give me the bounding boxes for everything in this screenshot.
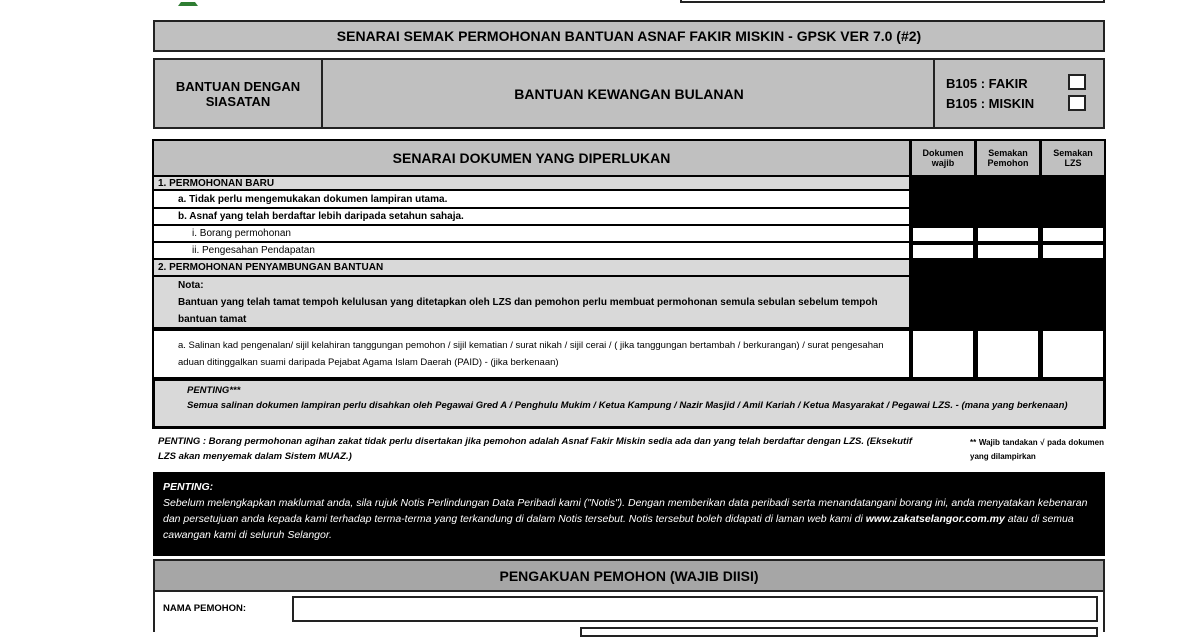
footnote: PENTING : Borang permohonan agihan zakat tidak perlu disertakan jika pemohon adalah Asnaf Fakir Miskin sedia ada dan yang telah berdaftar dengan LZS. (Eksekutif LZS akan menyemak dalam Sistem MUAZ.) bbox=[158, 436, 913, 462]
row-2a: a. Salinan kad pengenalan/ sijil kelahiran tanggungan pemohon / sijil kematian / surat nikah / sijil cerai / ( jika tanggungan bertambah / berkurangan) / surat pengesahan aduan ditinggalkan suami daripada Pejabat Agama Islam Daerah (PAID) - (jika berkenaan) bbox=[153, 330, 910, 378]
notice-label: PENTING: bbox=[163, 481, 214, 493]
nota-text: Bantuan yang telah tamat tempoh kelulusan yang ditetapkan oleh LZS dan pemohon perlu membuat permohonan semula sebulan sebelum tempoh bantuan tamat bbox=[178, 296, 878, 325]
checkbox-2a-pemohon[interactable] bbox=[977, 330, 1039, 378]
top-right-box bbox=[680, 0, 1105, 3]
row-1b: b. Asnaf yang telah berdaftar lebih daripada setahun sahaja. bbox=[153, 208, 910, 225]
checkbox-1bii-lzs[interactable] bbox=[1042, 244, 1104, 259]
side-note: ** Wajib tandakan √ pada dokumen yang dilampirkan bbox=[970, 438, 1104, 461]
penting-text: Semua salinan dokumen lampiran perlu disahkan oleh Pegawai Gred A / Penghulu Mukim / Ketua Kampung / Nazir Masjid / Amil Kariah / Ketua Masyarakat / Pegawai LZS. - (mana yang berkenaan) bbox=[187, 400, 1068, 411]
checkbox-1bi-wajib[interactable] bbox=[912, 227, 974, 242]
checkbox-1bii-wajib[interactable] bbox=[912, 244, 974, 259]
notice-text: Sebelum melengkapkan maklumat anda, sila rujuk Notis Perlindungan Data Peribadi kami ("Notis"). Dengan memberikan data peribadi serta menandatangani borang ini, anda menyatakan kebenaran dan persetujuan anda kepada kami terhadap terma-terma yang terkandung di dalam Notis tersebut. Notis tersebut boleh didapati di laman web kami di bbox=[163, 497, 1088, 525]
category-middle: BANTUAN KEWANGAN BULANAN bbox=[325, 60, 935, 127]
checkbox-2a-lzs[interactable] bbox=[1042, 330, 1104, 378]
nota-row bbox=[153, 276, 910, 328]
penting-label: PENTING*** bbox=[187, 385, 241, 396]
form-title: SENARAI SEMAK PERMOHONAN BANTUAN ASNAF FAKIR MISKIN - GPSK VER 7.0 (#2) bbox=[153, 20, 1105, 52]
row-1a: a. Tidak perlu mengemukakan dokumen lampiran utama. bbox=[153, 190, 910, 208]
option-miskin-label: B105 : MISKIN bbox=[946, 96, 1035, 111]
fakir-checkbox[interactable] bbox=[1068, 74, 1086, 90]
notice-text-end: atau di semua cawangan kami di seluruh Selangor. bbox=[163, 513, 1074, 541]
penting-row bbox=[154, 380, 1104, 427]
miskin-checkbox[interactable] bbox=[1068, 95, 1086, 111]
section-permohonan-baru: 1. PERMOHONAN BARU bbox=[153, 176, 910, 190]
declaration-header: PENGAKUAN PEMOHON (WAJIB DIISI) bbox=[153, 559, 1105, 592]
logo bbox=[178, 0, 198, 6]
col-dokumen-wajib: Dokumen wajib bbox=[912, 141, 974, 175]
category-left: BANTUAN DENGAN SIASATAN bbox=[155, 60, 323, 127]
col-semakan-lzs: Semakan LZS bbox=[1042, 141, 1104, 175]
privacy-notice bbox=[153, 472, 1105, 556]
row-1b-i: i. Borang permohonan bbox=[153, 225, 910, 242]
col-semakan-pemohon: Semakan Pemohon bbox=[977, 141, 1039, 175]
next-input[interactable] bbox=[580, 627, 1098, 637]
checkbox-1bii-pemohon[interactable] bbox=[977, 244, 1039, 259]
nama-pemohon-label: NAMA PEMOHON: bbox=[163, 603, 247, 614]
website-link[interactable]: www.zakatselangor.com.my bbox=[865, 513, 1005, 525]
checkbox-2a-wajib[interactable] bbox=[912, 330, 974, 378]
checkbox-1bi-lzs[interactable] bbox=[1042, 227, 1104, 242]
section-penyambungan: 2. PERMOHONAN PENYAMBUNGAN BANTUAN bbox=[153, 259, 910, 276]
option-fakir-label: B105 : FAKIR bbox=[946, 76, 1028, 91]
table-header: SENARAI DOKUMEN YANG DIPERLUKAN bbox=[154, 141, 909, 175]
checkbox-1bi-pemohon[interactable] bbox=[977, 227, 1039, 242]
nota-label: Nota: bbox=[178, 279, 204, 291]
row-1b-ii: ii. Pengesahan Pendapatan bbox=[153, 242, 910, 259]
nama-pemohon-input[interactable] bbox=[292, 596, 1098, 622]
